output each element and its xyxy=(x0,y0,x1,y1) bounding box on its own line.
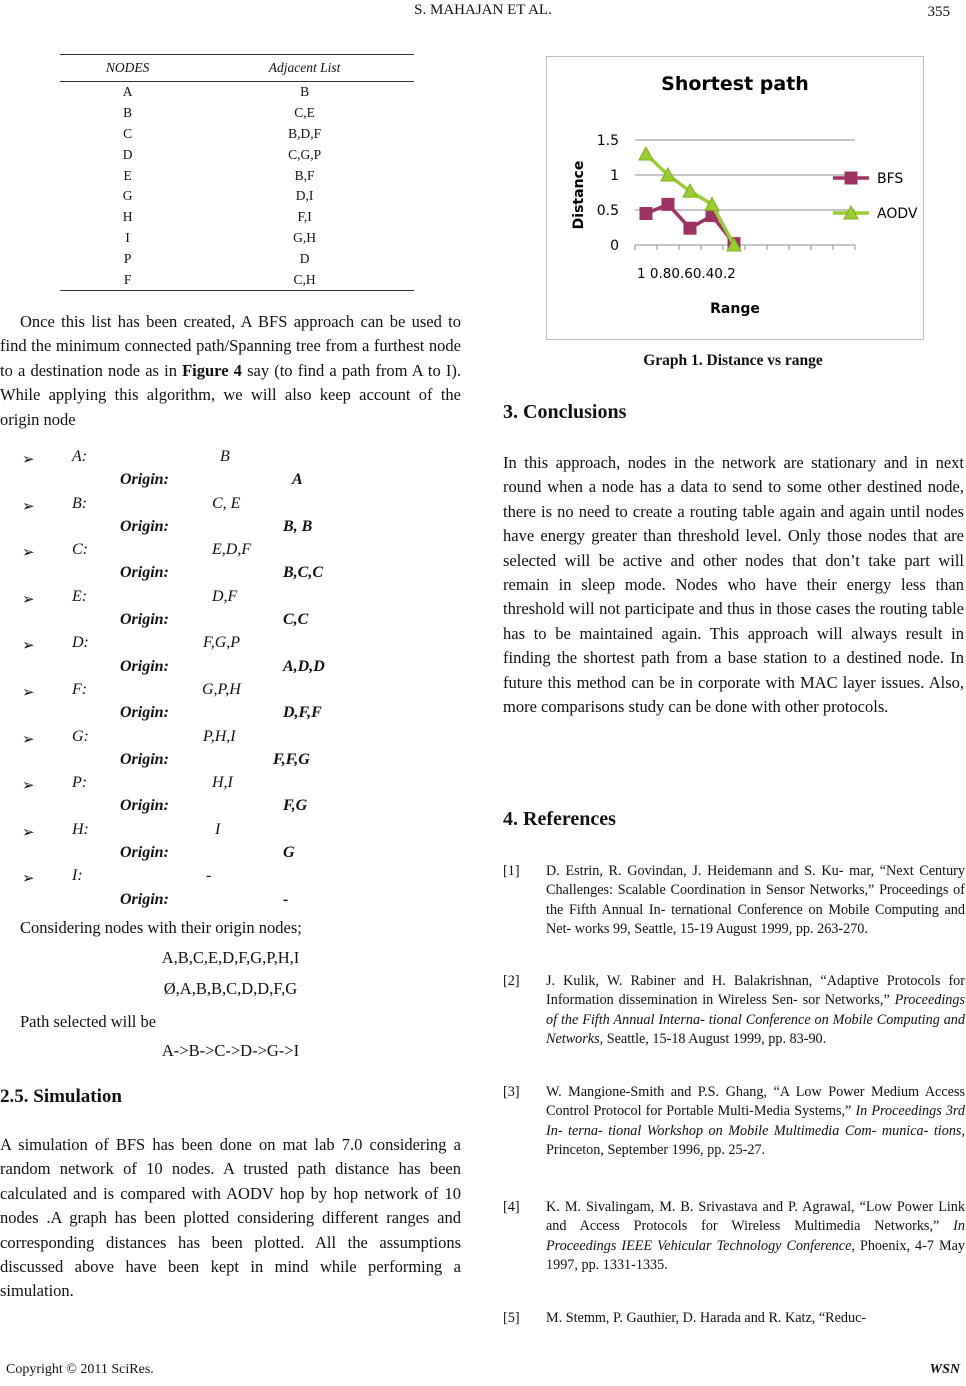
bfs-origin-h xyxy=(22,844,442,867)
step-node: C: xyxy=(72,541,88,559)
bfs-point-marker xyxy=(684,222,696,234)
origin-label: Origin: xyxy=(120,797,169,815)
reference-item xyxy=(503,862,965,940)
origin-label: Origin: xyxy=(120,517,169,535)
reference-number: [3] xyxy=(503,1084,520,1100)
step-adjacent: F,G,P xyxy=(203,634,241,652)
reference-number: [1] xyxy=(503,863,520,879)
table-cell: E xyxy=(123,167,132,183)
step-node: E: xyxy=(72,587,88,605)
legend-label: AODV xyxy=(877,206,918,222)
references-heading: 4. References xyxy=(503,808,616,830)
bfs-origin-d xyxy=(22,658,442,681)
reference-text-post: , Phoenix, 4-7 May 1997, pp. 1331-1335. xyxy=(546,1237,965,1274)
table-row xyxy=(60,165,414,186)
arrow-bullet-icon: ➢ xyxy=(22,824,35,841)
reference-text xyxy=(546,1083,965,1161)
bfs-step-a xyxy=(22,448,442,471)
chart-series xyxy=(639,147,741,251)
arrow-bullet-icon: ➢ xyxy=(22,778,35,795)
origin-label: Origin: xyxy=(120,657,169,675)
legend-label: BFS xyxy=(877,171,904,187)
y-tick-label: 0 xyxy=(610,238,619,254)
origin-label: Origin: xyxy=(120,471,169,489)
origin-label: Origin: xyxy=(120,611,169,629)
table-row xyxy=(60,103,414,124)
arrow-bullet-icon: ➢ xyxy=(22,638,35,655)
origin-value: A,D,D xyxy=(283,657,325,675)
y-tick-label: 1.5 xyxy=(596,133,619,149)
reference-text-pre: K. M. Sivalingam, M. B. Srivastava and P. Agrawal, “Low Power Link and Access Protocols for Wireless Multimedia Networks,” xyxy=(546,1199,965,1235)
origin-value: F,G xyxy=(283,797,308,815)
table-row xyxy=(60,269,414,290)
origin-value: F,F,G xyxy=(273,750,310,768)
table-cell: I xyxy=(125,229,130,245)
table-cell: F xyxy=(60,269,195,290)
table-row xyxy=(60,248,414,269)
origin-label: Origin: xyxy=(120,844,169,862)
origin-label: Origin: xyxy=(120,750,169,768)
reference-text xyxy=(546,972,965,1050)
bfs-step-b xyxy=(22,495,442,518)
footer-journal: WSN xyxy=(929,1362,960,1377)
bfs-step-g xyxy=(22,728,442,751)
origin-value: - xyxy=(283,890,289,908)
table-cell: F,I xyxy=(297,209,312,225)
reference-text: D. Estrin, R. Govindan, J. Heidemann and S. Ku- mar, “Next Century Challenges: Scalable Coordination in Sensor Networks,” Proceedings of the Fifth Annual In- ternational Conference on Mobile Computing and Net- works 99, Seattle, 15-19 August 1999, pp. 263-270. xyxy=(546,863,965,938)
origin-value: D,F,F xyxy=(283,704,322,722)
origin-value: C,C xyxy=(283,611,309,629)
bfs-step-i xyxy=(22,867,442,890)
arrow-bullet-icon: ➢ xyxy=(22,871,35,888)
y-axis-label: Distance xyxy=(571,160,587,230)
bfs-step-e xyxy=(22,588,442,611)
step-adjacent: - xyxy=(206,867,212,885)
table-cell: G xyxy=(122,188,133,204)
table-cell: B xyxy=(123,105,133,121)
table-cell: C,H xyxy=(195,269,414,290)
arrow-bullet-icon: ➢ xyxy=(22,591,35,608)
chart-gridlines xyxy=(635,140,855,250)
x-tick-labels: 1 0.80.60.40.2 xyxy=(637,266,736,282)
step-adjacent: G,P,H xyxy=(202,680,241,698)
bfs-steps-list xyxy=(22,448,442,914)
chart-title: Shortest path xyxy=(661,73,809,95)
origin-label: Origin: xyxy=(120,564,169,582)
origin-value: B,C,C xyxy=(283,564,324,582)
table-row xyxy=(60,207,414,228)
reference-item xyxy=(503,972,965,1050)
arrow-bullet-icon: ➢ xyxy=(22,545,35,562)
step-node: I: xyxy=(72,867,83,885)
conclusions-heading: 3. Conclusions xyxy=(503,401,627,423)
chart-legend xyxy=(833,171,918,222)
origin-label: Origin: xyxy=(120,890,169,908)
bfs-step-d xyxy=(22,634,442,657)
table-cell: B,F xyxy=(294,167,315,183)
origin-value: G xyxy=(283,844,295,862)
table-cell: C,E xyxy=(294,105,315,121)
step-adjacent: P,H,I xyxy=(203,727,236,745)
page-number: 355 xyxy=(927,4,950,20)
table-cell: C xyxy=(123,125,133,141)
step-adjacent: B xyxy=(220,448,230,465)
conclusions-paragraph: In this approach, nodes in the network are stationary and in next round when a node has a data to send to some other destined node, there is no need to create a routing table again and again until nodes have energy greater than threshold level. Only those nodes that are selected will be active and other nodes that don’t take part will remain in sleep mode. Nodes who have their energy less than threshold will not participate and thus in those cases the routing table has to be maintained again. This approach will always result in finding the shortest path from a base station to a destined node. In future this method can be in corporate with MAC layer issues. Also, more comparisons study can be done with other protocols. xyxy=(503,453,964,717)
bfs-origin-f xyxy=(22,704,442,727)
reference-item xyxy=(503,1083,965,1161)
bfs-step-f xyxy=(22,681,442,704)
table-cell: H xyxy=(122,209,133,225)
y-tick-label: 0.5 xyxy=(596,203,619,219)
reference-text-post: , Princeton, September 1996, pp. 25-27. xyxy=(546,1122,965,1159)
table-row xyxy=(60,228,414,249)
reference-text-pre: J. Kulik, W. Rabiner and H. Balakrishnan, “Adaptive Protocols for Information dissemination in Wireless Sen- sor Networks,” xyxy=(546,973,965,1009)
reference-item xyxy=(503,1198,965,1276)
reference-number: [5] xyxy=(503,1310,520,1326)
figure-caption: Graph 1. Distance vs range xyxy=(643,352,823,369)
bfs-origin-a xyxy=(22,471,442,494)
bfs-origin-p xyxy=(22,797,442,820)
table-row xyxy=(60,124,414,145)
intro-text-1: Once this list has been created, A BFS approach can be used to find the minimum connected path/Spanning tree from a furthest node to a destination node as in xyxy=(0,312,461,380)
step-adjacent: I xyxy=(215,820,221,838)
bfs-origin-i xyxy=(22,891,442,914)
nodes-sequence: A,B,C,E,D,F,G,P,H,I xyxy=(161,948,300,967)
bfs-origin-e xyxy=(22,611,442,634)
bfs-step-c xyxy=(22,541,442,564)
table-row xyxy=(60,82,414,103)
table-cell: A xyxy=(122,84,133,100)
reference-source: In Proceedings 3rd In- terna- tional Workshop on Mobile Multimedia Com- munica- tions xyxy=(546,1103,966,1139)
step-adjacent: H,I xyxy=(212,774,233,792)
aodv-point-marker xyxy=(705,197,719,210)
bfs-step-p xyxy=(22,774,442,797)
origin-value: B, B xyxy=(283,517,313,535)
simulation-heading: 2.5. Simulation xyxy=(0,1086,122,1107)
chart-y-ticks xyxy=(597,133,619,254)
arrow-bullet-icon: ➢ xyxy=(22,731,35,748)
table-cell: P xyxy=(123,250,132,266)
step-node: G: xyxy=(72,727,89,745)
step-adjacent: E,D,F xyxy=(212,541,252,559)
bfs-step-h xyxy=(22,821,442,844)
table-header-adjacent: Adjacent List xyxy=(195,55,414,82)
y-tick-label: 1 xyxy=(610,168,619,184)
reference-text: M. Stemm, P. Gauthier, D. Harada and R. Katz, “Reduc- xyxy=(546,1310,867,1326)
table-header-nodes: NODES xyxy=(60,55,195,82)
bfs-origin-b xyxy=(22,518,442,541)
table-cell: G,H xyxy=(293,229,317,245)
step-node: B: xyxy=(72,494,88,512)
bfs-point-marker xyxy=(662,198,674,210)
intro-paragraph xyxy=(0,310,461,432)
table-cell: D xyxy=(122,146,133,162)
table-cell: B xyxy=(300,84,310,100)
reference-source: In Proceedings IEEE Vehicular Technology Conference xyxy=(546,1218,965,1254)
table-cell: C,G,P xyxy=(288,146,322,162)
reference-text-pre: W. Mangione-Smith and P.S. Ghang, “A Low Power Medium Access Control Protocol for Portable Multi-Media Systems,” xyxy=(546,1084,965,1120)
step-node: P: xyxy=(72,774,88,792)
reference-source: Proceedings of the Fifth Annual Interna- tional Conference on Mobile Computing and Networks xyxy=(546,992,965,1048)
origin-value: A xyxy=(292,471,303,489)
path-label: Path selected will be xyxy=(20,1012,157,1031)
running-head: S. MAHAJAN ET AL. xyxy=(414,2,552,18)
origin-label: Origin: xyxy=(120,704,169,722)
considering-text: Considering nodes with their origin nodes; xyxy=(20,918,302,937)
reference-text xyxy=(546,1198,965,1276)
reference-text-post: , Seattle, 15-18 August 1999, pp. 83-90. xyxy=(599,1031,827,1048)
step-node: A: xyxy=(72,448,88,465)
table-row xyxy=(60,186,414,207)
bfs-origin-g xyxy=(22,751,442,774)
bfs-point-marker xyxy=(845,172,857,184)
adjacency-table xyxy=(60,54,414,291)
intro-text-2: say (to find a path from A to I). While applying this algorithm, we will also keep account of the origin node xyxy=(0,360,461,429)
x-axis-label: Range xyxy=(710,301,760,317)
aodv-point-marker xyxy=(639,147,653,160)
table-header-row xyxy=(60,55,414,82)
bfs-origin-c xyxy=(22,564,442,587)
footer-copyright: Copyright © 2011 SciRes. xyxy=(6,1362,154,1377)
step-node: D: xyxy=(72,634,89,652)
arrow-bullet-icon: ➢ xyxy=(22,452,35,468)
arrow-bullet-icon: ➢ xyxy=(22,684,35,701)
table-cell: B,D,F xyxy=(288,125,322,141)
arrow-bullet-icon: ➢ xyxy=(22,498,35,515)
shortest-path-chart xyxy=(546,56,924,340)
simulation-paragraph: A simulation of BFS has been done on mat lab 7.0 considering a random network of 10 nodes. A trusted path distance has been calculated and is compared with AODV hop by hop network of 10 nodes .A graph has been plotted considering different ranges and corresponding distances has been plotted. All the assumptions discussed above have been kept in mind while performing a simulation. xyxy=(0,1135,461,1301)
reference-item xyxy=(503,1309,965,1328)
step-adjacent: C, E xyxy=(212,494,241,512)
table-row xyxy=(60,144,414,165)
chart-svg xyxy=(547,57,923,339)
reference-number: [4] xyxy=(503,1199,520,1215)
table-cell: D,I xyxy=(295,188,314,204)
selected-path: A->B->C->D->G->I xyxy=(161,1041,300,1060)
step-adjacent: D,F xyxy=(212,587,238,605)
step-node: F: xyxy=(72,680,88,698)
bfs-point-marker xyxy=(640,208,652,220)
figure-ref: Figure 4 xyxy=(182,360,242,380)
origins-sequence: Ø,A,B,B,C,D,D,F,G xyxy=(163,979,298,998)
table-cell: D xyxy=(299,250,310,266)
reference-number: [2] xyxy=(503,973,520,989)
step-node: H: xyxy=(72,820,89,838)
